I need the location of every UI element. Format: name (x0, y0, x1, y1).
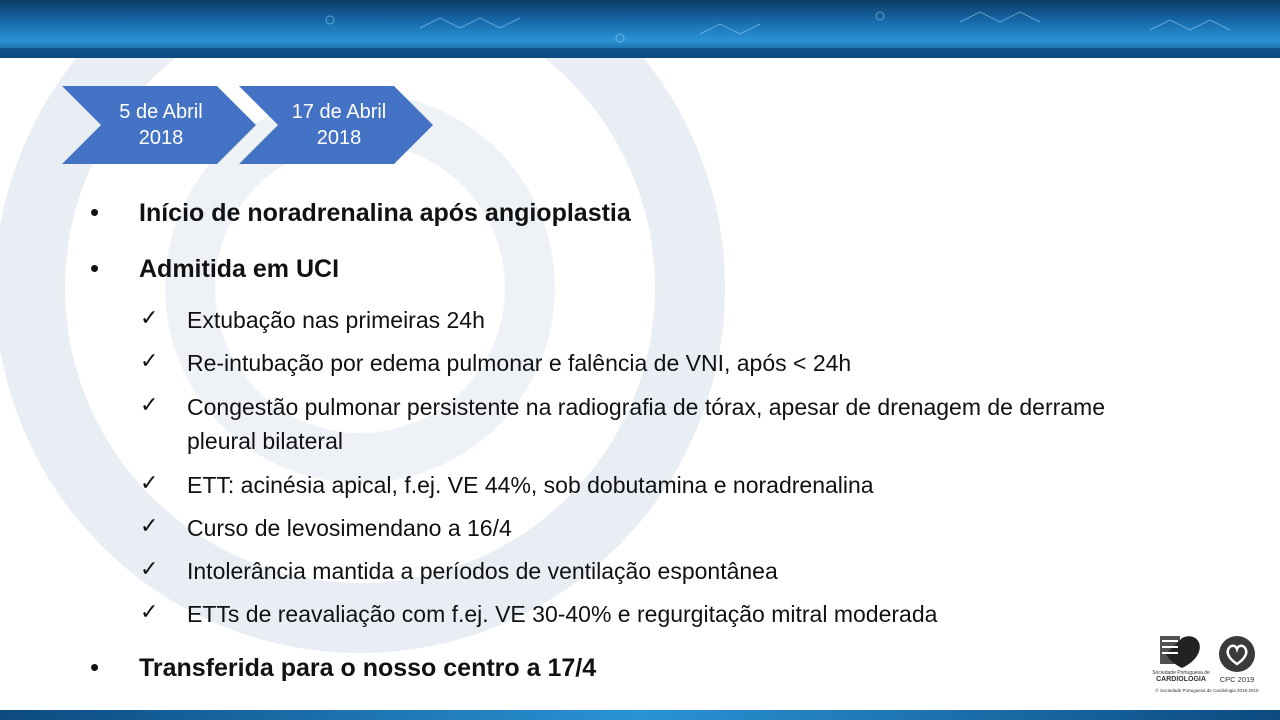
check-icon: ✓ (140, 392, 159, 417)
spc-logo-text (1150, 670, 1212, 683)
check-icon: ✓ (140, 599, 159, 624)
check-item: Intolerância mantida a períodos de ventilação espontânea (187, 558, 778, 584)
check-icon: ✓ (140, 556, 159, 581)
bullet-icon: • (90, 253, 100, 283)
spc-line1: Sociedade Portuguesa de (1152, 670, 1210, 676)
check-item: Curso de levosimendano a 16/4 (187, 515, 512, 541)
bullet-item: Transferida para o nosso centro a 17/4 (139, 654, 597, 682)
check-item: ETT: acinésia apical, f.ej. VE 44%, sob dobutamina e noradrenalina (187, 472, 874, 498)
footer-band (0, 710, 1280, 720)
check-item: ETTs de reavaliação com f.ej. VE 30-40% e regurgitação mitral moderada (187, 601, 938, 627)
copyright-text: © Sociedade Portuguesa de Cardiologia 2018-2019 (1155, 688, 1259, 693)
check-icon: ✓ (140, 348, 159, 373)
bullet-item: Início de noradrenalina após angioplastia (139, 199, 631, 227)
timeline-year: 2018 (138, 127, 184, 149)
timeline-year: 2018 (316, 127, 362, 149)
cpc-label: CPC 2019 (1219, 675, 1255, 684)
bullet-icon: • (90, 652, 100, 682)
bullet-icon: • (90, 197, 100, 227)
check-icon: ✓ (140, 305, 159, 330)
check-item: Extubação nas primeiras 24h (187, 307, 485, 333)
bullet-item: Admitida em UCI (139, 255, 340, 283)
check-item: Re-intubação por edema pulmonar e falência de VNI, após < 24h (187, 350, 852, 376)
check-icon: ✓ (140, 513, 159, 538)
cpc-heart-logo-icon (1214, 634, 1260, 694)
timeline-date: 17 de Abril (291, 101, 387, 123)
spc-logo-icon (1150, 632, 1212, 696)
check-icon: ✓ (140, 470, 159, 495)
check-item: Congestão pulmonar persistente na radiografia de tórax, apesar de drenagem de derrame pleural bilateral (187, 394, 1106, 454)
timeline-date: 5 de Abril (119, 101, 203, 123)
spc-line2: CARDIOLOGIA (1156, 676, 1206, 683)
